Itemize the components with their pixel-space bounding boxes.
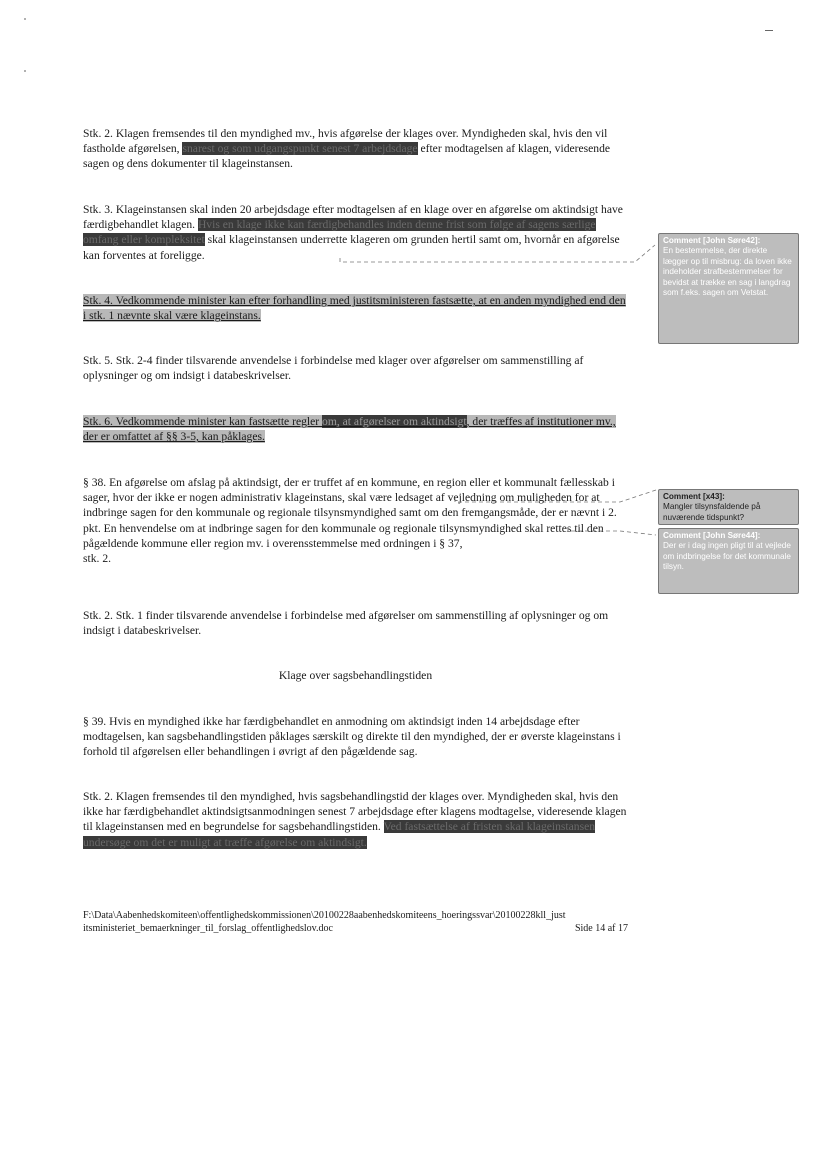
file-path: F:\Data\Aabenhedskomiteen\offentlighedskommissionen\20100228aabenhedskomiteens_hoeringssvar\20100228kll_just [83, 910, 566, 921]
page-number: Side 14 af 17 [574, 923, 628, 934]
paragraph-text: efter modtagelsen af klagen, videresende sagen og dens dokumenter til klageinstansen. [83, 142, 611, 171]
comment-title: Comment [x43]: [663, 492, 725, 501]
paragraph-text: Stk. 2. Klagen fremsendes til den myndighed mv., hvis afgørelse der klages over. Myndigheden skal, hvis den vil fastholde afgørelsen, [83, 127, 608, 156]
leader-line [455, 490, 656, 502]
highlighted-text: Ved fastsættelse af fristen skal klageinstansen undersøge om det er muligt at træffe afgørelse om aktindsigt. [83, 820, 596, 849]
paragraph-text: skal klageinstansen underrette klageren om grunden hertil samt om, hvornår en afgørelse kan forventes at foreligge. [83, 233, 620, 262]
comment-body: Mangler tilsynsfaldende på nuværende tidspunkt? [663, 502, 761, 522]
file-path: itsministeriet_bemaerkninger_til_forslag_offentlighedslov.doc [83, 923, 333, 934]
deleted-text: Stk. 6. Vedkommende minister kan fastsætte regler [83, 415, 323, 428]
comment-title: Comment [John Søre42]: [663, 236, 761, 245]
paragraph-text: Stk. 5. Stk. 2-4 finder tilsvarende anvendelse i forbindelse med klager over afgørelser om sammenstilling af oplysninger og om indsigt i databeskrivelser. [83, 354, 584, 383]
comment-balloon[interactable] [658, 528, 799, 594]
deleted-text: Stk. 4. Vedkommende minister kan efter forhandling med justitsministeren fastsætte, at en anden myndighed end den i stk. 1 nævnte skal være klageinstans. [83, 294, 626, 323]
page-footer [83, 909, 628, 935]
highlighted-text: snarest og som udgangspunkt senest 7 arbejdsdage [182, 142, 418, 156]
highlighted-text: om, at afgørelser om aktindsigt [322, 415, 467, 428]
section-heading: Klage over sagsbehandlingstiden [278, 669, 433, 682]
deleted-text: , der træffes af institutioner mv., der er omfattet af §§ 3-5, kan påklages. [83, 415, 616, 444]
leader-line [340, 245, 655, 262]
paragraph-text: Stk. 2. Stk. 1 finder tilsvarende anvendelse i forbindelse med afgørelser om sammenstilling af oplysninger og om indsigt i databeskrivelser. [83, 609, 609, 638]
comment-title: Comment [John Søre44]: [663, 531, 761, 540]
paragraph-text: § 39. Hvis en myndighed ikke har færdigbehandlet en anmodning om aktindsigt inden 14 arbejdsdage efter modtagelsen, kan sagsbehandlingstiden påklages særskilt og direkte til den myndighed, der er øverste klageinstans i forhold til afgørelsen eller behandlingen i øvrigt af den pågældende sag. [83, 715, 621, 759]
highlighted-text: Hvis en klage ikke kan færdigbehandles inden denne frist som følge af sagens særlige omfang eller kompleksitet [83, 218, 596, 247]
comment-balloon[interactable] [658, 233, 799, 344]
paragraph-text: stk. 2. [83, 552, 112, 566]
paragraph-text: Stk. 2. Klagen fremsendes til den myndighed, hvis sagsbehandlingstid der klages over. Myndigheden skal, hvis den ikke har færdigbehandlet aktindsigtsanmodningen senest 7 arbejdsdage efter klagens modtagelse, videresende klagen til klageinstansen med en begrundelse for sagsbehandlingstiden. [83, 790, 627, 834]
paragraph-text: Stk. 3. Klageinstansen skal inden 20 arbejdsdage efter modtagelsen af en klage over en afgørelse om aktindsigt have færdigbehandlet klagen. [83, 203, 623, 232]
comment-balloon[interactable] [658, 489, 799, 525]
comment-body: En bestemmelse, der direkte lægger op til misbrug: da loven ikke indeholder strafbestemmelser for bevidst at trække en sag i langdrag som f.eks. sagen om Vetstat. [663, 246, 792, 298]
comment-body: Der er i dag ingen pligt til at vejlede om indbringelse for det kommunale tilsyn. [663, 541, 791, 572]
paragraph-text: § 38. En afgørelse om afslag på aktindsigt, der er truffet af en kommune, en region eller et kommunalt fællesskab i sager, hvor der ikke er nogen administrativ klageinstans, skal være ledsaget af vejledning om muligheden for at indbringe sagen for den kommunale og regionale tilsynsmyndighed samt om den fremgangsmåde, der er nævnt i 2. pkt. En henvendelse om at indbringe sagen for den kommunale og regionale tilsynsmyndighed skal rettes til den pågældende kommune eller region mv. i overensstemmelse med ordningen i § 37, [83, 476, 617, 550]
leader-line [568, 527, 656, 535]
